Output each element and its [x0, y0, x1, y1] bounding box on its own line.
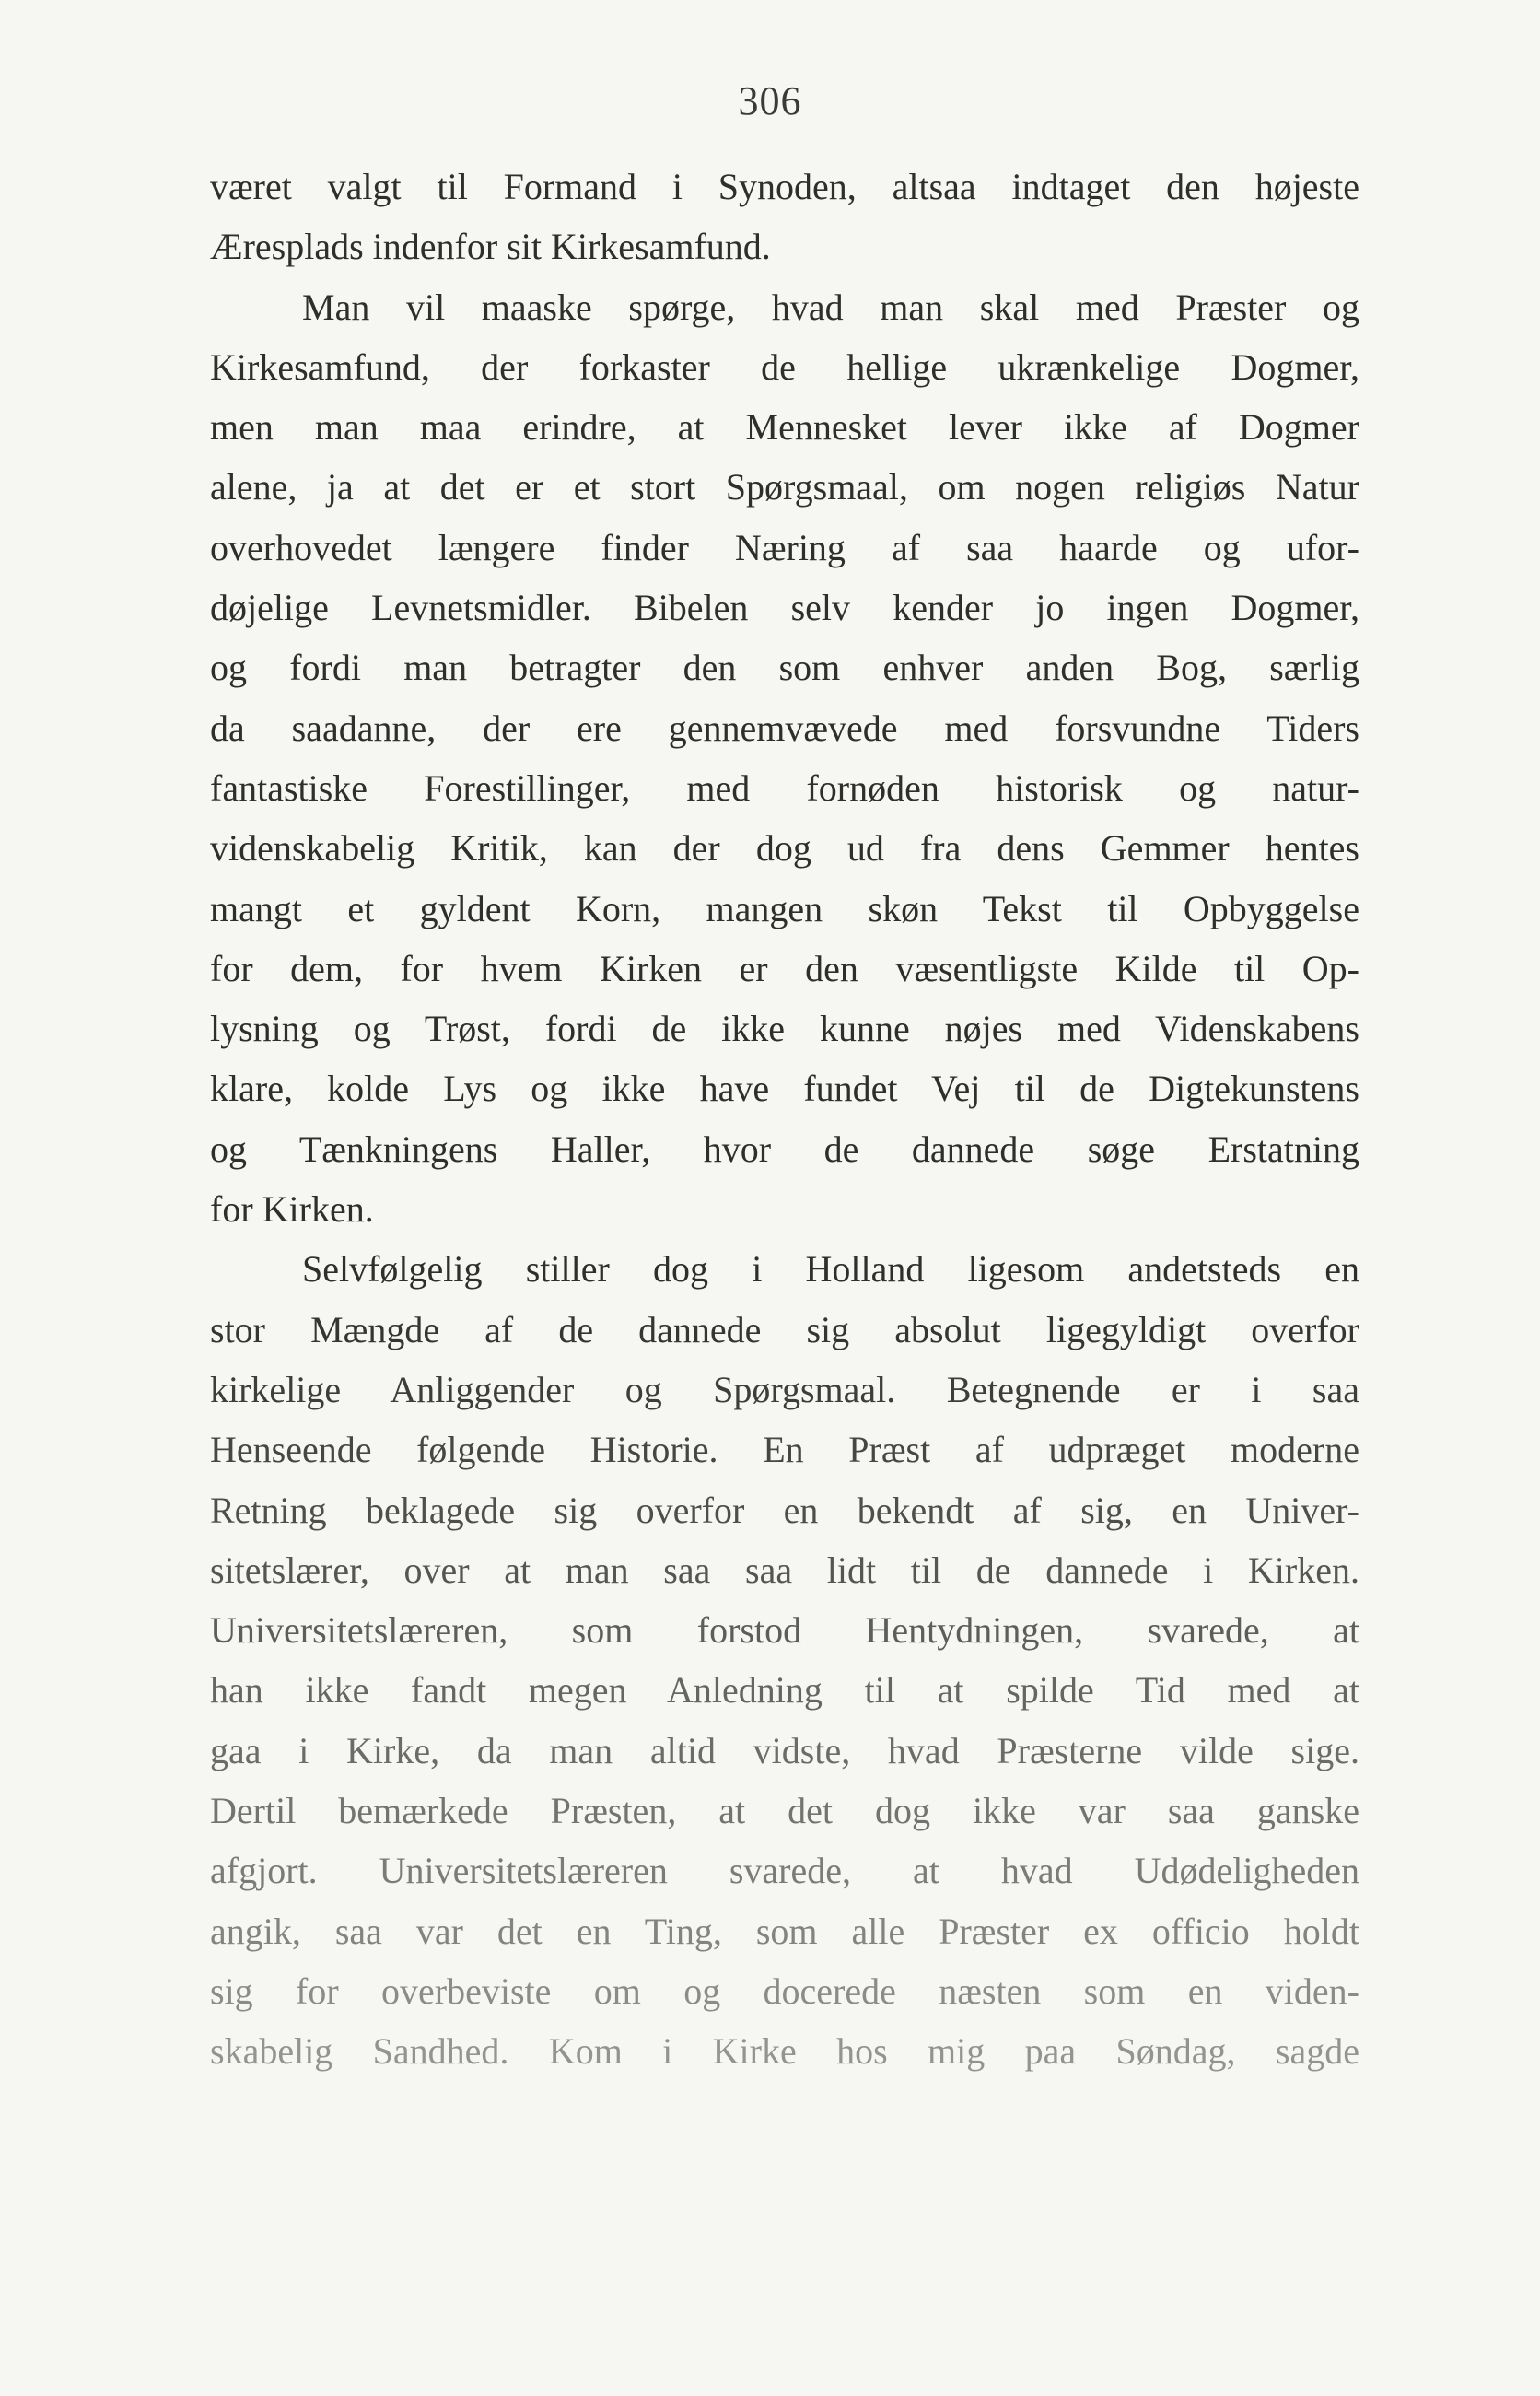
text-line: da saadanne, der ere gennemvævede med forsvundne Tiders — [210, 707, 1359, 749]
text-line: lysning og Trøst, fordi de ikke kunne nøjes med Videnskabens — [210, 1008, 1359, 1050]
text-line: og Tænkningens Haller, hvor de dannede søge Erstatning — [210, 1128, 1359, 1170]
text-line: Henseende følgende Historie. En Præst af udpræget moderne — [210, 1429, 1359, 1471]
text-line: videnskabelig Kritik, kan der dog ud fra dens Gemmer hentes — [210, 827, 1359, 870]
text-line: døjelige Levnetsmidler. Bibelen selv kender jo ingen Dogmer, — [210, 587, 1359, 629]
text-line: sitetslærer, over at man saa saa lidt til de dannede i Kirken. — [210, 1549, 1359, 1591]
text-line: Man vil maaske spørge, hvad man skal med Præster og — [302, 286, 1359, 328]
text-line: Kirkesamfund, der forkaster de hellige ukrænkelige Dogmer, — [210, 345, 1359, 388]
text-line: skabelig Sandhed. Kom i Kirke hos mig paa Søndag, sagde — [210, 2030, 1359, 2073]
text-line: sig for overbeviste om og docerede næsten som en viden- — [210, 1969, 1359, 2012]
text-line: kirkelige Anliggender og Spørgsmaal. Betegnende er i saa — [210, 1368, 1359, 1410]
text-line: Universitetslæreren, som forstod Hentydningen, svarede, at — [210, 1609, 1359, 1652]
text-line: men man maa erindre, at Mennesket lever ikke af Dogmer — [210, 406, 1359, 449]
text-line: mangt et gyldent Korn, mangen skøn Tekst til Opbyggelse — [210, 887, 1359, 929]
text-line: angik, saa var det en Ting, som alle Præster ex officio holdt — [210, 1910, 1359, 1952]
text-line: for Kirken. — [210, 1188, 374, 1231]
text-line: overhovedet længere finder Næring af saa haarde og ufor- — [210, 526, 1359, 568]
text-line: Selvfølgelig stiller dog i Holland ligesom andetsteds en — [302, 1248, 1359, 1291]
text-line: Dertil bemærkede Præsten, at det dog ikke var saa ganske — [210, 1790, 1359, 1832]
page-number: 306 — [738, 78, 802, 123]
text-line: været valgt til Formand i Synoden, altsaa indtaget den højeste — [210, 166, 1359, 207]
text-line: Retning beklagede sig overfor en bekendt af sig, en Univer- — [210, 1489, 1359, 1531]
text-line: gaa i Kirke, da man altid vidste, hvad Præsterne vilde sige. — [210, 1729, 1359, 1771]
text-line: klare, kolde Lys og ikke have fundet Vej til de Digtekunstens — [210, 1068, 1359, 1110]
text-line: afgjort. Universitetslæreren svarede, at hvad Udødeligheden — [210, 1850, 1359, 1892]
text-line: Æresplads indenfor sit Kirkesamfund. — [210, 226, 771, 268]
text-line: alene, ja at det er et stort Spørgsmaal, om nogen religiøs Natur — [210, 466, 1359, 508]
text-line: for dem, for hvem Kirken er den væsentligste Kilde til Op- — [210, 947, 1359, 989]
text-line: fantastiske Forestillinger, med fornøden historisk og natur- — [210, 766, 1359, 809]
text-line: han ikke fandt megen Anledning til at spilde Tid med at — [210, 1669, 1359, 1712]
text-line: og fordi man betragter den som enhver anden Bog, særlig — [210, 647, 1359, 689]
text-line: stor Mængde af de dannede sig absolut ligegyldigt overfor — [210, 1308, 1359, 1350]
body-text — [210, 157, 1359, 2082]
